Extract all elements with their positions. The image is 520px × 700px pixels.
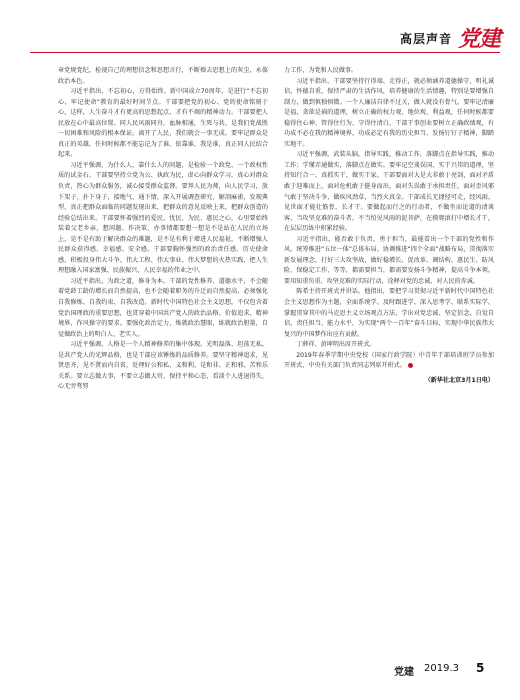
page-header <box>0 0 520 60</box>
paragraph-text: 力工作，为党和人民做事。 <box>284 67 358 74</box>
paragraph <box>58 277 268 340</box>
paragraph <box>284 77 494 151</box>
paragraph-text: 2019年春季学期中央党校（国家行政学院）中青年干部培训班学员参加开班式，中央有关部门负责同志列席开班式。 <box>284 351 494 370</box>
section-title: 高层声音 <box>399 32 452 46</box>
header-divider <box>30 52 500 53</box>
end-mark-icon <box>408 363 413 368</box>
paragraph <box>284 340 494 351</box>
paragraph-text: 习近平强调，武装头脑，指导实践，推动工作，落脚点在指导实践，推动工作；学懂弄通做实，落脚点在做实。要牢记空谈误国、实干兴邦的道理，坚持知行合一、真抓实干、做实干家。干部要面对大是大非敢于亮剑，面对矛盾敢于迎难而上，面对危机敢于挺身而出，面对失误敢于承担责任，面对歪风邪气敢于坚决斗争，做疾风劲草，当烈火真金。干部成长无捷径可走，经风雨、见世面才能壮筋骨、长才干。要做起而行之的行动者，不做坐而论道的清谈客，当攻坚克难的奋斗者，不当怕见风雨的泥菩萨，在摸爬滚打中增长才干，在层层历练中积累经验。 <box>284 151 494 233</box>
paragraph-text: 习近平强调，人格是一个人精神修养的集中体现。光明磊落、坦荡无私，是共产党人的光辉品格，也是干部应该锤炼的品质修养。要坚守精神追求，见贤思齐，见不贤而内自省，处理好公和私、义和利、是和非、正和邪、苦和乐关系。要立志做大事，不要立志做大官，保持平和心态，看淡个人进退得失，心无旁骛努 <box>58 341 268 391</box>
page-footer <box>0 655 520 685</box>
paragraph <box>58 66 268 87</box>
left-column <box>58 66 268 646</box>
paragraph-text: 陈希主持开班式并讲话。他指出，要把学习贯彻习近平新时代中国特色社会主义思想作为主题，全面系统学、及时跟进学、深入思考学、联系实际学，掌握贯穿其中的马克思主义立场观点方法，学出对党忠诚、坚定信念、自觉自信，责任担当、能力水平，为实现“两个一百年”奋斗目标、实现中华民族伟大复兴的中国梦作出应有贡献。 <box>284 288 494 338</box>
paragraph-text: 章党规党纪，检视自己的理想信念和思想言行，不断掸去思想上的灰尘，永葆政治本色。 <box>58 67 268 85</box>
magazine-logo: 党建 <box>457 26 500 52</box>
right-column <box>284 66 494 646</box>
paragraph-text: 习近平指出，为政之道，修身为本。干部的党性修养、道德水平，不会随着党龄工龄的增长而自然提高，也不会随着职务的升迁而自然提高，必须强化自我修炼、自我约束、自我改造。新时代中国特色社会主义思想，不仅包含着党治国理政的重要思想，也贯穿着中国共产党人的政治品格、价值追求、精神境界、作风操守的要求。要强化政治定力，炼就政治慧眼，练就政治胆量，自觉做政治上的明白人、老实人。 <box>58 277 268 338</box>
paragraph <box>58 87 268 161</box>
paragraph <box>284 287 494 340</box>
paragraph-text: 丁薛祥、黄坤明出席开班式。 <box>296 341 376 349</box>
news-source-credit: （新华社北京3月1日电） <box>424 376 494 384</box>
paragraph <box>58 161 268 277</box>
paragraph <box>58 340 268 393</box>
paragraph <box>284 235 494 288</box>
paragraph-text: 习近平指出，干部要坚持行得端、走得正，就必须涵养道德操守，明礼诚信，怀德自重，保持严肃的生活作风，培养健康的生活情趣，特别是要增强自制力，做到慎独慎微。一个人廉洁自律不过关，做人就没有骨气。要牢记清廉是福，贪欲是祸的道理，树立正确的权力观、地位观、利益观，任何时候都要稳得住心神、管得住行为、守得住清白。干部干事创业要树立正确政绩观，有功成不必在我的精神境界，功成必定有我的历史担当，发扬钉钉子精神，脚踏实地干。 <box>284 77 494 148</box>
paragraph <box>284 150 494 234</box>
footer-issue-date: 2019.3 <box>424 663 459 674</box>
footer-magazine-name: 党建 <box>394 667 414 678</box>
paragraph-text: 习近平指出，能否敢于负责、勇于担当，最能看出一个干部的党性和作风。统筹推进“五位一体”总体布局、协调推进“四个全面”战略布局，贯彻落实新发展理念，打好三大攻坚战，做好稳增长、促改革、调结构、惠民生、防风险、保稳定工作，等等，都需要担当，都需要发扬斗争精神，提高斗争本领。要用知重负重、攻坚克难的实际行动，诠释对党的忠诚、对人民的赤诚。 <box>284 235 494 285</box>
paragraph <box>284 351 494 372</box>
paragraph-text: 习近平指出，不忘初心，方得始终。新中国成立70周年，是进行“不忘初心、牢记使命”教育的最好时间节点。干部要把党的初心、党的使命铭刻于心，这样，人生奋斗才有更高的思想起点，才有不竭的精神动力。干部要把人民放在心中最高位置。同人民风雨同舟，血脉相通，生死与共，是我们党战胜一切困难和风险的根本保证。离开了人民，我们就会一事无成。要牢记群众是真正的英雄，任何时候都不能忘记为了谁、依靠谁、我是谁，真正同人民结合起来。 <box>58 88 268 159</box>
page-number: 5 <box>476 661 485 675</box>
paragraph <box>284 66 494 77</box>
paragraph-text: 习近平强调，为什么人、靠什么人的问题，是检验一个政党、一个政权性质的试金石。干部要坚持立党为公、执政为民，虚心向群众学习，真心对群众负责，热心为群众服务，诚心接受群众监督。要拜人民为师，向人民学习，放下架子、扑下身子，接地气、通下情，深入开展调查研究，解剖麻雀，发现典型，真正把群众面临的问题发现出来，把群众的意见反映上来，把群众创造的经验总结出来。干部要怀着强烈的爱民、忧民、为民、惠民之心，心里要始终装着父老乡亲，想问题、作决策、办事情都要想一想是不是站在人民的立场上，是不是有助于解决群众的难题，是不是有利于增进人民福祉，不断增强人民群众获得感、幸福感、安全感。干部要胸怀强烈的政治责任感、历史使命感，积极投身伟大斗争、伟大工程、伟大事业、伟大梦想的火热实践，把人生理想融入国家富强、民族振兴、人民幸福的伟业之中。 <box>58 161 268 275</box>
